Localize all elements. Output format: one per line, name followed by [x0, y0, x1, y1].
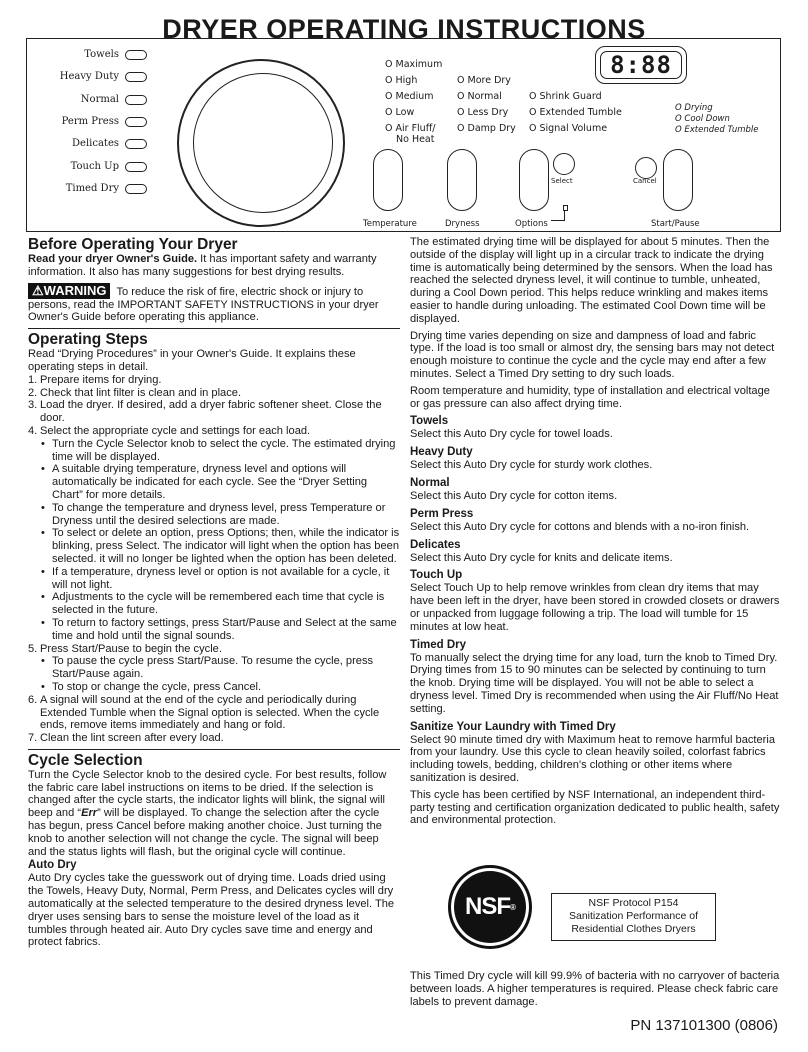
cycle-selector-knob[interactable] — [193, 73, 333, 213]
step-item: 4. Select the appropriate cycle and settings for each load. — [28, 424, 311, 437]
cycle-led-delicates[interactable] — [125, 139, 147, 149]
select-label: Select — [551, 177, 573, 185]
cycle-text: To manually select the drying time for any load, turn the knob to Timed Dry. Drying times from 15 to 90 minutes can be selected by continuing to turn the knob. Drying time will be displayed. You will not be able to select a dryness level. Timed Dry is recommended when using the Air Fluff/No Heat setting. — [410, 651, 779, 715]
right-paragraph-2: Drying time varies depending on size and dampness of load and fabric type. If the load is too small or almost dry, the sensing bars may not detect enough moisture to continue the cycle and the cycle may end after a few minutes. Select a Timed Dry setting to dry such loads. — [410, 329, 775, 380]
cycle-text: Select this Auto Dry cycle for cotton items. — [410, 489, 618, 502]
cycle-text: Select this Auto Dry cycle for cottons and blends with a no-iron finish. — [410, 520, 750, 533]
auto-dry-heading: Auto Dry — [28, 859, 77, 872]
cycle-heading: Perm Press — [410, 507, 474, 520]
auto-dry-paragraph: Auto Dry cycles take the guesswork out of drying time. Loads dried using the Towels, Heavy Duty, Normal, Perm Press, and Delicates cycles will dry automatically at the selected temperature to the desired dryness level. The dryer uses sensing bars to sense the moisture level of the load as it tumbles through heated air. Auto Dry cycles save time and energy and protect fabrics. — [28, 872, 395, 949]
right-paragraph-1: The estimated drying time will be displayed for about 5 minutes. Then the outside of the display will light up in a circular track to indicate the drying time is automatically being determined by the sensors. When the load has reached the selected dryness level, it will continue to tumble, unheated, during a Cool Down period. This helps reduce wrinkling and makes items easier to handle during unloading. The estimated Cool Down time will be displayed. — [410, 236, 773, 325]
right-column — [410, 236, 780, 827]
time-display — [595, 46, 687, 84]
cycle-text: Select this Auto Dry cycle for sturdy work clothes. — [410, 459, 653, 472]
warning-paragraph: ⚠WARNING To reduce the risk of fire, electric shock or injury to persons, read the IMPORTANT SAFETY INSTRUCTIONS in your dryer Owner's Guide before operating this appliance. — [28, 282, 379, 324]
cycle-heading: Heavy Duty — [410, 446, 473, 459]
dryness-label: Dryness — [445, 219, 480, 229]
step-bullet: • To stop or change the cycle, press Cancel. — [28, 681, 400, 694]
step-bullet: • To select or delete an option, press Options; then, while the indicator is blinking, press Select. The indicator will light when the option has been selected. it will no longer be lighted when the option has been deleted. — [28, 527, 400, 565]
page-title: DRYER OPERATING INSTRUCTIONS — [162, 14, 646, 44]
temp-option-air-fluff: O Air Fluff/ No Heat — [385, 123, 436, 145]
cycle-label-perm-press: Perm Press — [61, 116, 119, 127]
status-cool-down: O Cool Down — [675, 114, 730, 124]
temp-option-maximum: O Maximum — [385, 59, 443, 70]
warning-badge: ⚠WARNING — [28, 283, 110, 299]
cycle-selection-paragraph: Turn the Cycle Selector knob to the desired cycle. For best results, follow the fabric care label instructions on items to be dried. If the selection is changed after the cycle starts, the indicator lights will blink, the signal will beep and “Err” will be displayed. To change the selection after the cycle has begun, press Cancel before making another choice. Just turning the knob to another selection will not change the cycle. The signal will beep and the status lights will flash, but the original cycle will continue. — [28, 768, 387, 858]
cycle-led-normal[interactable] — [125, 95, 147, 105]
step-bullet: • If a temperature, dryness level or option is not available for a cycle, it will not light. — [28, 566, 400, 592]
option-signal-volume: O Signal Volume — [529, 123, 608, 134]
cycle-heading: Sanitize Your Laundry with Timed Dry — [410, 720, 616, 733]
cycle-selection-heading: Cycle Selection — [28, 749, 400, 769]
control-panel — [26, 38, 781, 232]
cycle-label-heavy-duty: Heavy Duty — [59, 71, 119, 82]
dryness-option-damp-dry: O Damp Dry — [457, 123, 516, 134]
options-button[interactable] — [519, 149, 549, 211]
cycle-heading: Towels — [410, 415, 449, 428]
step-bullet: • To return to factory settings, press Start/Pause and Select at the same time and hold until the signal sounds. — [28, 617, 400, 643]
temp-option-high: O High — [385, 75, 418, 86]
step-item: 2. Check that lint filter is clean and in place. — [28, 386, 242, 399]
cycle-label-touch-up: Touch Up — [70, 161, 119, 172]
cancel-button[interactable] — [635, 157, 657, 179]
select-button[interactable] — [553, 153, 575, 175]
temperature-button[interactable] — [373, 149, 403, 211]
temperature-label: Temperature — [363, 219, 417, 229]
steps-intro: Read “Drying Procedures” in your Owner's Guide. It explains these operating steps in detail. — [28, 348, 356, 373]
start-pause-label: Start/Pause — [651, 219, 700, 229]
nsf-protocol-box: NSF Protocol P154 Sanitization Performance of Residential Clothes Dryers — [551, 893, 716, 941]
cycle-text: Select this Auto Dry cycle for knits and delicate items. — [410, 551, 673, 564]
steps-list — [28, 374, 400, 745]
dryness-button[interactable] — [447, 149, 477, 211]
part-number: PN 137101300 (0806) — [630, 1017, 778, 1034]
option-extended-tumble: O Extended Tumble — [529, 107, 622, 118]
dryness-option-less-dry: O Less Dry — [457, 107, 509, 118]
step-bullet: • To change the temperature and dryness level, press Temperature or Dryness until the desired selections are made. — [28, 502, 400, 528]
cycle-heading: Touch Up — [410, 569, 463, 582]
cycle-label-normal: Normal — [80, 94, 119, 105]
cycle-label-towels: Towels — [84, 49, 119, 60]
step-item: 7. Clean the lint screen after every load. — [28, 732, 224, 745]
step-item: 3. Load the dryer. If desired, add a dryer fabric softener sheet. Close the door. — [28, 399, 382, 425]
right-paragraph-3: Room temperature and humidity, type of installation and electrical voltage or gas pressure can also affect drying time. — [410, 384, 770, 410]
cycle-text: Select 90 minute timed dry with Maximum heat to remove harmful bacteria from your laundry. Use this cycle to clean heavily soiled, colorfast fabrics including towels, bedding, children's clothing or other items where sanitization is desired. — [410, 733, 776, 784]
cycle-led-touch-up[interactable] — [125, 162, 147, 172]
left-column — [28, 236, 400, 949]
cycle-heading: Normal — [410, 476, 450, 489]
final-paragraph-wrap — [410, 970, 780, 1008]
step-bullet: • To pause the cycle press Start/Pause. To resume the cycle, press Start/Pause again. — [28, 655, 400, 681]
step-bullet: • A suitable drying temperature, dryness level and options will automatically be indicated for each cycle. See the “Dryer Setting Chart” for more details. — [28, 463, 400, 501]
lock-connector-h — [551, 220, 565, 221]
step-item: 1. Prepare items for drying. — [28, 373, 162, 386]
temp-option-medium: O Medium — [385, 91, 434, 102]
step-bullet: • Adjustments to the cycle will be remembered each time that cycle is selected in the future. — [28, 591, 400, 617]
status-drying: O Drying — [675, 103, 713, 113]
cycle-label-timed-dry: Timed Dry — [65, 183, 119, 194]
cycle-heading: Delicates — [410, 538, 461, 551]
step-item: 5. Press Start/Pause to begin the cycle. — [28, 642, 222, 655]
cancel-label: Cancel — [633, 177, 657, 185]
cycle-led-timed-dry[interactable] — [125, 184, 147, 194]
nsf-paragraph: This cycle has been certified by NSF International, an independent third-party testing and certification organization dedicated to public health, safety and environmental protection. — [410, 788, 780, 827]
cycle-text: Select Touch Up to help remove wrinkles from clean dry items that may have been left in the dryer, have been stored in crowded closets or drawers or unpacked from luggage following a trip. The load will tumble for 15 minutes at low heat. — [410, 582, 780, 633]
cycle-heading: Timed Dry — [410, 638, 467, 651]
final-paragraph: This Timed Dry cycle will kill 99.9% of bacteria with no carryover of bacteria between loads. A higher temperatures is required. Please check fabric care labels to prevent damage. — [410, 970, 780, 1008]
cycle-led-perm-press[interactable] — [125, 117, 147, 127]
dryness-option-more-dry: O More Dry — [457, 75, 511, 86]
start-pause-button[interactable] — [663, 149, 693, 211]
status-extended-tumble: O Extended Tumble — [675, 125, 759, 135]
nsf-logo: NSF ® — [448, 865, 532, 949]
dryness-option-normal: O Normal — [457, 91, 502, 102]
cycle-text: Select this Auto Dry cycle for towel loads. — [410, 428, 613, 441]
before-heading: Before Operating Your Dryer — [28, 236, 238, 253]
cycle-led-heavy-duty[interactable] — [125, 72, 147, 82]
cycle-label-delicates: Delicates — [72, 138, 119, 149]
cycle-led-towels[interactable] — [125, 50, 147, 60]
time-display-digits: 8:88 — [600, 51, 682, 79]
options-label: Options — [515, 219, 548, 229]
step-bullet: • Turn the Cycle Selector knob to select the cycle. The estimated drying time will be displayed. — [28, 438, 400, 464]
operating-steps-heading: Operating Steps — [28, 328, 400, 348]
before-paragraph: Read your dryer Owner's Guide. It has important safety and warranty information. It also has many suggestions for best drying results. — [28, 253, 377, 278]
step-item: 6. A signal will sound at the end of the cycle and periodically during Extended Tumble when the Signal option is selected. When the cycle ends, remove items immediately and hang or fold. — [28, 693, 380, 732]
temp-option-low: O Low — [385, 107, 415, 118]
lock-connector — [564, 211, 565, 220]
option-shrink-guard: O Shrink Guard — [529, 91, 602, 102]
